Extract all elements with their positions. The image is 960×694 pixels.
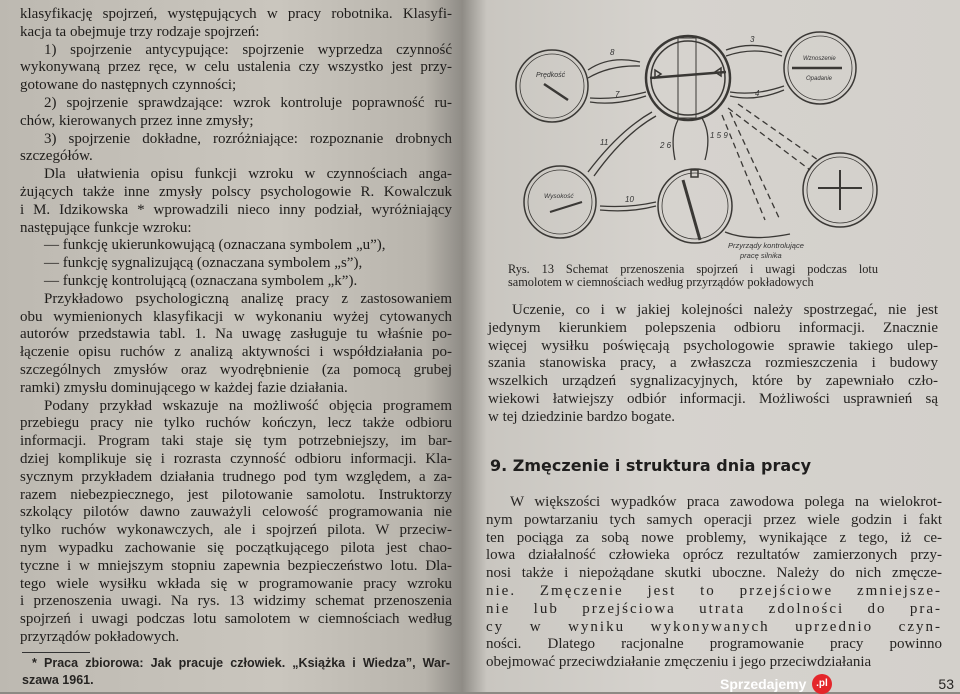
text-line: ten pociąga za sobą nowe problemy, wynikające z tego, iż ce- [486, 529, 942, 546]
text-line: nym powtarzaniu tych samych operacji przez wiele godzin i fakt [486, 511, 942, 528]
text-line: cy w wyniku wykonywanych uprzednio czyn- [486, 618, 942, 635]
text-line: szkolący pilotów dawno zauważyli celowość programowania nie [20, 504, 452, 521]
descent-label: Opadanie [806, 76, 833, 82]
arrow-number: 1 5 9 [710, 131, 728, 140]
footnote [22, 655, 450, 689]
page-number: 53 [938, 676, 954, 692]
text-line: nie. Zmęczenie jest to przejściowe zmniejsze- [486, 582, 942, 599]
text-line: i przenoszenia uwagi. Na rys. 13 widzimy schemat przenoszenia [20, 593, 452, 610]
text-line: 3) spojrzenie dokładne, rozróżniające: rozpoznanie drobnych [44, 130, 452, 147]
speed-gauge [516, 50, 588, 122]
text-line: gotowane do następnych czynności; [20, 77, 237, 94]
arrow-number: 10 [625, 195, 634, 204]
text-line: szania stanowiska pracy, a zwłaszcza rozmieszczenia i budowy [488, 355, 938, 372]
text-line: i M. Idzikowska * wprowadzili nieco inny podział, wyróżniający [20, 201, 452, 218]
left-page [0, 0, 462, 692]
caption-line: Rys. 13 Schemat przenoszenia spojrzeń i uwagi podczas lotu [508, 262, 878, 276]
watermark-logo: Sprzedajemy [720, 676, 807, 692]
figure-caption [508, 263, 878, 289]
text-line: — funkcję sygnalizującą (oznaczana symbolem „s”), [44, 255, 363, 272]
text-line: szczegółów. [20, 148, 93, 165]
text-line: informacji. Program taki staje się tym potrzebniejszy, im bar- [20, 433, 452, 450]
text-line: nym wypadku zachowanie się początkującego pilota jest chao- [20, 539, 452, 556]
arrow-number: 2 6 [660, 141, 672, 150]
text-line: 1) spojrzenie antycypujące: spojrzenie wyprzedza czynność [44, 41, 452, 58]
altitude-label: Wysokość [544, 193, 574, 200]
text-line: Podany przykład wskazuje na możliwość objęcia programem [44, 397, 452, 414]
text-line: sycznym przykładem działania trudnego pod tym względem, a za- [20, 468, 452, 485]
text-line: klasyfikację spojrzeń, występujących w pracy robotnika. Klasyfi- [20, 6, 452, 22]
text-line: spojrzeń i uwagi podczas lotu samolotem w ciemnościach według [20, 611, 452, 628]
text-line: tyczne i w mniejszym stopniu zapewnia bezpieczeństwo lotu. Dla- [20, 557, 452, 574]
footnote-line: * Praca zbiorowa: Jak pracuje człowiek. „Książka i Wiedza”, War- [32, 656, 450, 670]
text-line: przyrządów pokładowych. [20, 628, 180, 645]
text-line: dziej komplikuje się i rozrasta czynność odbioru informacji. Kla- [20, 450, 452, 467]
text-line: obejmować przeciwdziałanie zmęczeniu i jego przeciwdziałania [486, 654, 872, 671]
speed-label: Prędkość [536, 72, 566, 79]
engine-group-label: pracę silnika [740, 251, 782, 260]
text-line: — funkcję ukierunkowującą (oznaczana symbolem „u”), [44, 237, 386, 254]
text-line: tylko ruchów wykonawczych, ale i spojrzeń pilota. W przeciw- [20, 522, 452, 539]
arrow-number: 4 [755, 89, 760, 98]
watermark-badge: .pl [812, 674, 832, 694]
text-line: wiekowi łatwiejszy odbiór informacji. Możliwości usprawnień są [488, 390, 938, 407]
climb-label: Wznoszenie [803, 56, 836, 62]
text-line: wykonywaną przez ręce, w celu ustalenia czy wszystko jest przy- [20, 59, 452, 76]
right-paragraph-1 [488, 302, 938, 427]
engine-group-label: Przyrządy kontrolujące [728, 241, 804, 250]
turn-indicator [658, 169, 732, 243]
text-line: obu wymienionych klasyfikacji w wykonaniu wyżej cytowanych [20, 308, 452, 325]
text-line: więcej wysiłku poświęcają psychologowie sprawie takiego ulep- [488, 337, 938, 354]
altitude-gauge [524, 166, 596, 238]
right-page [462, 0, 960, 692]
text-line: następujące funkcje wzroku: [20, 219, 192, 236]
footnote-line: szawa 1961. [22, 673, 94, 687]
text-line: nie lub przejściowa utrata zdolności do pra- [486, 600, 942, 617]
text-line: — funkcję kontrolującą (oznaczana symbolem „k”). [44, 272, 358, 289]
text-line: łączenie opisu ruchów z analizą aktywności i współdziałania po- [20, 344, 452, 361]
text-line: przebiegu pracy nie tylko ruchów kończyn, lecz także odbioru [20, 415, 452, 432]
footnote-divider [22, 652, 90, 653]
right-paragraph-2 [486, 494, 942, 672]
text-line: ności. Dlatego racjonalne programowanie pracy powinno [486, 636, 942, 653]
arrow-number: 7 [615, 90, 620, 99]
arrow-number: 11 [600, 138, 609, 147]
text-line: szczególnych zmysłów oraz wyodrębnienie (za pomocą grubej [20, 361, 452, 378]
text-line: w tej dziedzinie bardzo bogate. [488, 408, 676, 425]
text-line: 2) spojrzenie sprawdzające: wzrok kontroluje poprawność ru- [44, 94, 452, 111]
section-heading: 9. Zmęczenie i struktura dnia pracy [490, 456, 812, 475]
text-line: razem niebezpiecznego, jest pilotowanie samolotu. Instruktorzy [20, 486, 452, 503]
text-line: jedynym kierunkiem polepszenia odbioru informacji. Znacznie [488, 319, 938, 336]
text-line: lowa działalność człowieka oprócz rezultatów zamierzonych przy- [486, 547, 942, 564]
compass [803, 153, 877, 227]
climb-gauge [784, 32, 856, 104]
caption-line: samolotem w ciemnościach według przyrządów pokładowych [508, 275, 814, 289]
text-line: kacja ta obejmuje trzy rodzaje spojrzeń: [20, 23, 260, 40]
attitude-indicator [646, 36, 730, 120]
text-line: Dla ułatwienia opisu funkcji wzroku w czynnościach anga- [44, 166, 452, 183]
text-line: Uczenie, co i w jakiej kolejności należy spostrzegać, nie jest [512, 302, 938, 318]
text-line: ramki) zmysłu dominującego w każdej fazie działania. [20, 379, 348, 396]
text-line: autorów przedstawia tabl. 1. Na uwagę zasługuje tu właśnie po- [20, 326, 452, 343]
text-line: tego wiele wysiłku wkłada się w programowanie pracy wzroku [20, 575, 452, 592]
text-line: Przykładowo psychologiczną analizę pracy z zastosowaniem [44, 290, 452, 307]
left-page-text [20, 6, 452, 647]
arrow-number: 8 [610, 48, 615, 57]
arrow-number: 3 [750, 35, 755, 44]
text-line: nosi także i niepożądane skutki uboczne. Należy do nich zmęcze- [486, 565, 942, 582]
figure-13-diagram [500, 20, 920, 260]
text-line: chów, kierowanych przez inne zmysły; [20, 112, 254, 129]
text-line: W większości wypadków praca zawodowa polega na wielokrot- [510, 494, 942, 510]
text-line: żujących także inne zmysły polscy psychologowie R. Kowalczuk [20, 183, 452, 200]
text-line: wszelkich urządzeń sygnalizacyjnych, które by zapewniało czło- [488, 373, 938, 390]
